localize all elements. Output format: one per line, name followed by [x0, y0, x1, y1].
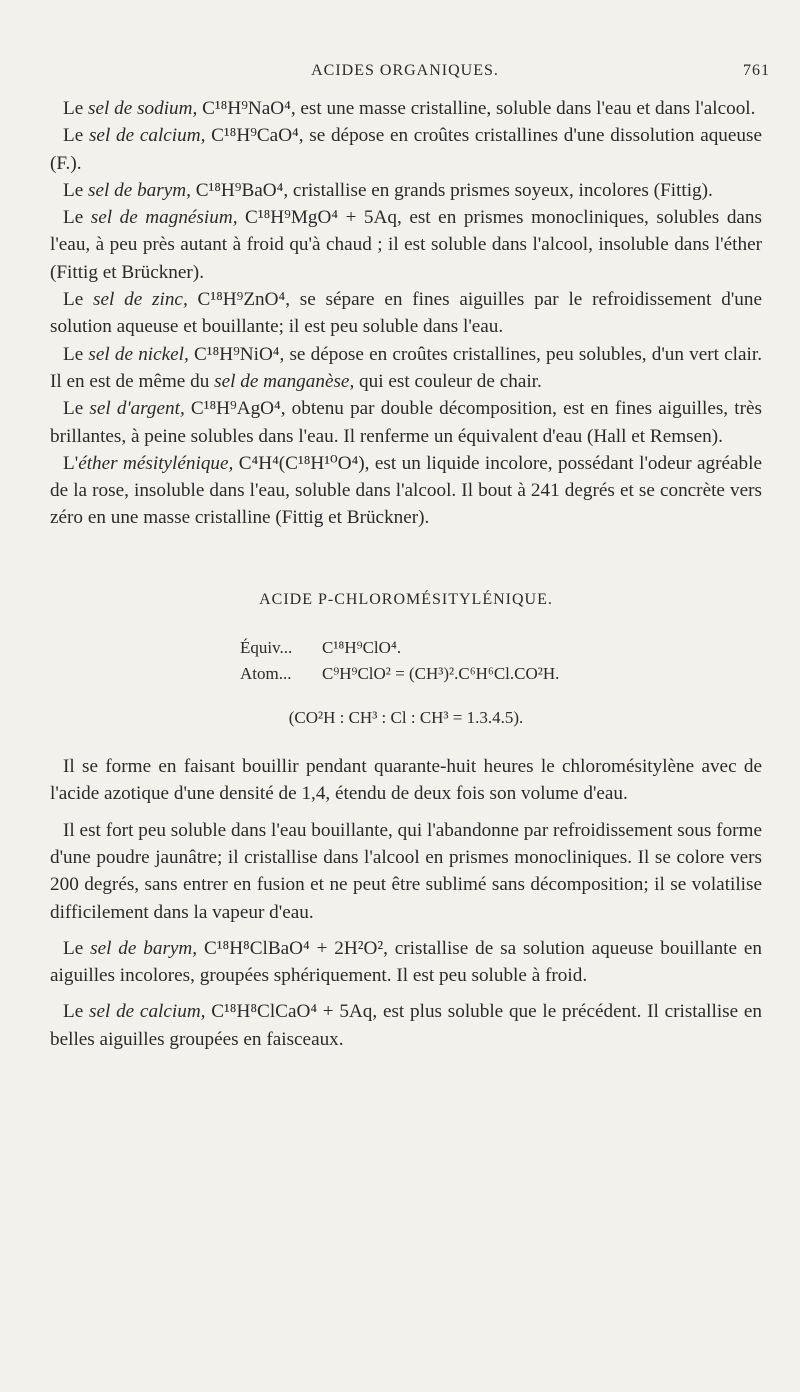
paragraph-text: C¹⁸H⁹NiO⁴, se dépose en croûtes cristallines, peu solubles, d'un vert clair. Il en est de même du — [50, 343, 762, 392]
paragraph — [50, 177, 762, 204]
paragraph — [50, 998, 762, 1053]
running-title: ACIDES ORGANIQUES. — [311, 62, 499, 79]
paragraph-text: Le — [63, 343, 89, 365]
paragraph-text: Le — [63, 289, 94, 311]
italic-term: sel de calcium, — [88, 125, 206, 147]
italic-term: éther mésitylénique, — [78, 452, 234, 474]
italic-term: sel de calcium, — [89, 1001, 206, 1023]
paragraph-text: C¹⁸H⁸ClBaO⁴ + 2H²O², cristallise de sa solution aqueuse bouillante en aiguilles incolores, groupées sphériquement. Il est peu soluble à froid. — [50, 937, 762, 987]
paragraph — [50, 122, 762, 177]
paragraph — [50, 753, 762, 808]
paragraph-text: C¹⁸H⁹AgO⁴, obtenu par double décomposition, est en fines aiguilles, très brillantes, à peine solubles dans l'eau. Il renferme un équivalent d'eau (Hall et Remsen). — [50, 398, 762, 447]
paragraph-text: Le — [63, 125, 89, 147]
paragraph-group-acid — [50, 753, 762, 1053]
paragraph — [50, 286, 762, 341]
paragraph — [50, 95, 762, 122]
formula-equiv — [240, 635, 762, 661]
running-header — [40, 62, 770, 88]
paragraph — [50, 341, 762, 396]
italic-term: sel de barym, — [90, 937, 198, 959]
page-number: 761 — [743, 62, 770, 79]
formula-equiv-label: Équiv... — [240, 638, 293, 658]
paragraph — [50, 395, 762, 450]
italic-term: sel de zinc, — [93, 289, 188, 311]
paragraph-text: L' — [63, 452, 79, 474]
paragraph-text: Il est fort peu soluble dans l'eau bouillante, qui l'abandonne par refroidissement sous forme d'une poudre jaunâtre; il cristallise dans l'alcool en prismes monocliniques. Il se colore vers 200 degrés, sans entrer en fusion et ne peut être sublimé sans décomposition; il se volatilise difficilement dans la vapeur d'eau. — [50, 819, 762, 923]
italic-term: sel de barym, — [88, 179, 191, 201]
paragraph-text: Le — [63, 179, 89, 201]
paragraph-text: C¹⁸H⁹BaO⁴, cristallise en grands prismes soyeux, incolores (Fittig). — [190, 179, 713, 201]
italic-term: sel de nickel, — [88, 343, 189, 365]
paragraph-group-salts — [50, 95, 762, 532]
italic-term: sel de sodium, — [88, 98, 198, 119]
paragraph-text: Le — [63, 98, 89, 119]
paragraph — [50, 204, 762, 286]
paragraph-text: Il se forme en faisant bouillir pendant quarante-huit heures le chloromésitylène avec de l'acide azotique d'une densité de 1,4, étendu de deux fois son volume d'eau. — [50, 756, 762, 805]
formula-atom — [240, 661, 762, 687]
paragraph-text: qui est couleur de chair. — [354, 370, 542, 392]
formula-equiv-value: C¹⁸H⁹ClO⁴. — [322, 638, 402, 658]
paragraph-text: Le — [63, 937, 91, 959]
paragraph-text: Le — [63, 398, 90, 420]
paragraph-text: C¹⁸H⁹CaO⁴, se dépose en croûtes cristallines d'une dissolution aqueuse (F.). — [50, 125, 762, 174]
italic-term: sel de magnésium, — [90, 207, 238, 229]
italic-term: sel de manganèse, — [214, 370, 355, 392]
paragraph — [50, 817, 762, 926]
paragraph — [50, 450, 762, 532]
formula-positions: (CO²H : CH³ : Cl : CH³ = 1.3.4.5). — [288, 708, 524, 728]
paragraph-text: C¹⁸H⁹NaO⁴, est une masse cristalline, soluble dans l'eau et dans l'alcool. — [197, 98, 756, 119]
formula-atom-label: Atom... — [240, 664, 292, 684]
section-title: ACIDE P-CHLOROMÉSITYLÉNIQUE. — [259, 590, 553, 608]
italic-term: sel d'argent, — [89, 398, 185, 420]
paragraph-text: C¹⁸H⁹ZnO⁴, se sépare en fines aiguilles par le refroidissement d'une solution aqueuse et bouillante; il est peu soluble dans l'eau. — [50, 289, 762, 338]
paragraph-text: C⁴H⁴(C¹⁸H¹⁰O⁴), est un liquide incolore, possédant l'odeur agréable de la rose, insoluble dans l'eau, soluble dans l'alcool. Il bout à 241 degrés et se concrète vers zéro en une masse cristalline (Fittig et Brückner). — [50, 452, 762, 529]
paragraph-text: C¹⁸H⁹MgO⁴ + 5Aq, est en prismes monocliniques, solubles dans l'eau, à peu près autant à froid qu'à chaud ; il est soluble dans l'alcool, insoluble dans l'éther (Fittig et Brückner). — [50, 207, 762, 283]
paragraph-text: C¹⁸H⁸ClCaO⁴ + 5Aq, est plus soluble que le précédent. Il cristallise en belles aiguilles groupées en faisceaux. — [50, 1001, 762, 1050]
text-body — [50, 95, 762, 1062]
paragraph — [50, 935, 762, 990]
paragraph-text: Le — [63, 207, 91, 229]
formula-atom-value: C⁹H⁹ClO² = (CH³)².C⁶H⁶Cl.CO²H. — [322, 664, 560, 684]
paragraph-text: Le — [63, 1001, 89, 1023]
